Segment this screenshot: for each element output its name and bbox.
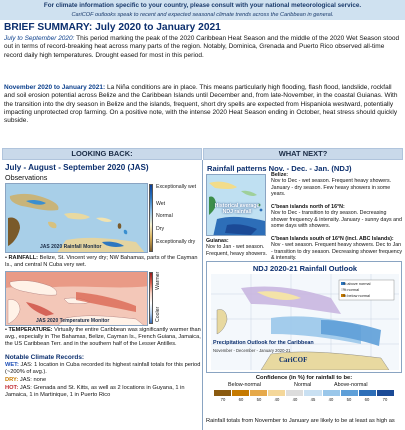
- historical-ndj-rainfall-map: [206, 174, 266, 236]
- confidence-title: Confidence (in %) for rainfall to be:: [255, 375, 353, 381]
- outlook-key-normal: % normal: [343, 288, 360, 292]
- record-wet: [5, 362, 201, 376]
- summary-p2-lead: November 2020 to January 2021:: [4, 84, 106, 91]
- conf-tick: 40: [328, 397, 334, 402]
- record-dry-key: DRY:: [5, 377, 19, 383]
- conf-group-above: Above-normal: [334, 382, 368, 388]
- cbean-south-text: Nov - wet season. Frequent heavy showers. Dec to Jan - transition to dry season. Decreasing shower frequency & intensity.: [271, 242, 403, 262]
- rain-legend-exdry: Exceptionally dry: [156, 239, 196, 245]
- cbean-north-note: [271, 204, 403, 230]
- conf-tick: 40: [274, 397, 280, 402]
- rain-legend-dry: Dry: [156, 226, 165, 232]
- column-divider: [202, 160, 203, 430]
- rainfall-bullet-lead: RAINFALL:: [8, 255, 39, 261]
- jas-temperature-monitor-map: [5, 271, 148, 326]
- conf-tick: 45: [310, 397, 316, 402]
- conf-tick: 50: [346, 397, 352, 402]
- summary-paragraph-1: [4, 35, 402, 60]
- outlook-key-labels: [343, 281, 370, 299]
- temperature-legend-bar: [149, 272, 153, 324]
- disclaimer-line-1: For climate information specific to your country, please consult with your national meteorological service.: [43, 2, 362, 9]
- belize-note: [271, 172, 403, 198]
- caricof-logo: CariCOF: [279, 356, 308, 364]
- outlook-caption-2: November - December - January 2020-21: [213, 348, 291, 353]
- conf-tick: 60: [238, 397, 244, 402]
- summary-p2-body: La Niña conditions are in place. This means particularly high flooding, flash flood, landslide, rockfall and soil erosion potential across Belize and the Caribbean Islands until December and, from late-November, in the coastal Guianas. With the transition into the dry season in Belize and the islands, frequent, short dry spells are expected from Hispaniola westward, potentially impacting unprotected crop farming. On a positive note, with the intense 2020 Heat Season ending in October, heat stress should quickly subside.: [4, 84, 398, 125]
- disclaimer-line-2: CariCOF outlooks speak to recent and expected seasonal climate trends across the Caribbean in general.: [71, 12, 334, 18]
- conf-tick: 40: [292, 397, 298, 402]
- record-wet-text: JAS: 1 location in Cuba recorded its highest rainfall totals for this period (~200% of avg.).: [5, 362, 201, 375]
- confidence-ticks: [214, 397, 394, 402]
- cbean-north-lead: C'bean islands north of 16°N:: [271, 204, 345, 210]
- summary-title: BRIEF SUMMARY: July 2020 to January 2021: [4, 22, 221, 33]
- outlook-bottom-text: Rainfall totals from November to January are likely to be at least as high as: [206, 418, 395, 424]
- rain-legend-wet: Wet: [156, 201, 166, 207]
- outlook-key-below: % below normal: [343, 294, 371, 298]
- guianas-text: Nov to Jan - wet season. Frequent, heavy showers.: [206, 244, 267, 257]
- records-title: Notable Climate Records:: [5, 354, 85, 361]
- conf-tick: 50: [256, 397, 262, 402]
- record-wet-key: WET:: [5, 362, 19, 368]
- historical-map-label: Historical average NDJ rainfall: [214, 203, 260, 215]
- rain-legend-exwet: Exceptionally wet: [156, 184, 197, 190]
- guianas-note: [206, 238, 270, 257]
- observations-subtitle: Observations: [5, 173, 48, 182]
- temp-legend-warmer: Warmer: [155, 271, 161, 290]
- record-dry-text: JAS: none: [19, 377, 47, 383]
- cbean-south-lead: C'bean Islands south of 16°N (incl. ABC Islands):: [271, 236, 394, 242]
- temp-map-label: JAS 2020 Temperature Monitor: [36, 318, 110, 324]
- rainfall-map-graphic: [6, 184, 148, 253]
- conf-group-normal: Normal: [294, 382, 312, 388]
- record-hot: [5, 385, 201, 399]
- disclaimer-banner: [0, 0, 405, 20]
- temperature-bullet-text: Virtually the entire Caribbean was significantly warmer than avg., especially in The Bahamas, Belize, Cayman Is., French Guiana, Jamaica, the US Caribbean Terr. and in the southern half of the Lesser Antilles.: [5, 327, 201, 347]
- record-dry: [5, 377, 201, 384]
- rain-map-label: JAS 2020 Rainfall Monitor: [40, 244, 102, 250]
- rainfall-legend-bar: [149, 184, 153, 252]
- conf-tick: 70: [382, 397, 388, 402]
- cbean-north-text: Nov to Dec - transition to dry season. Decreasing shower frequency & intensity. January - sunny days and some days with showers.: [271, 210, 402, 230]
- cbean-south-note: [271, 236, 403, 262]
- summary-paragraph-2: [4, 84, 402, 125]
- rainfall-bullet-text: Belize, St. Vincent very dry; NW Bahamas, parts of the Cayman Is., and central N Cuba very wet.: [5, 255, 198, 268]
- guianas-lead: Guianas:: [206, 238, 229, 244]
- outlook-key-above: % above normal: [343, 282, 371, 286]
- belize-lead: Belize:: [271, 172, 289, 178]
- ndj-outlook-panel: [206, 261, 402, 373]
- outlook-title: NDJ 2020-21 Rainfall Outlook: [252, 264, 358, 273]
- rain-legend-normal: Normal: [156, 213, 173, 219]
- looking-back-header: LOOKING BACK:: [2, 148, 202, 160]
- rainfall-bullet: • RAINFALL: Belize, St. Vincent very dry; NW Bahamas, parts of the Cayman Is., and central N Cuba very wet.: [5, 255, 198, 268]
- conf-tick: 70: [220, 397, 226, 402]
- record-hot-key: HOT:: [5, 385, 19, 391]
- temp-legend-cooler: Cooler: [155, 306, 161, 322]
- temperature-bullet-lead: TEMPERATURE:: [8, 327, 53, 333]
- rainfall-patterns-title: Rainfall patterns Nov. - Dec. - Jan. (NDJ): [207, 164, 352, 173]
- conf-group-below: Below-normal: [228, 382, 261, 388]
- jas-rainfall-monitor-map: [5, 183, 148, 253]
- jas-title: July - August - September 2020 (JAS): [5, 163, 149, 172]
- temperature-bullet: • TEMPERATURE: Virtually the entire Caribbean was significantly warmer than avg., especially in The Bahamas, Belize, Cayman Is., French Guiana, Jamaica, the US Caribbean Terr. and in the southern half of the Lesser Antilles.: [5, 327, 201, 347]
- record-hot-text: JAS: Grenada and St. Kitts, as well as 2 locations in Guyana, 1 in Jamaica, 1 in Martinique, 1 in Puerto Rico: [5, 385, 185, 398]
- summary-p1-lead: July to September 2020:: [4, 35, 75, 42]
- conf-tick: 60: [364, 397, 370, 402]
- summary-p1-body: This period marking the peak of the 2020 Caribbean Heat Season and the middle of the 2020 Wet Season stood out in terms of record-breaking heat across many parts of the region. Notably, Dominica, Grenada and Puerto Rico observed all-time record daily high temperatures. Drought eased for most in this period.: [4, 35, 400, 59]
- belize-text: Nov to Dec - wet season. Frequent heavy showers. January - dry season. Few heavy showers in some years.: [271, 178, 392, 198]
- what-next-header: WHAT NEXT?: [203, 148, 403, 160]
- confidence-color-strip: [214, 390, 394, 396]
- outlook-caption-1: Precipitation Outlook for the Caribbean: [213, 340, 314, 346]
